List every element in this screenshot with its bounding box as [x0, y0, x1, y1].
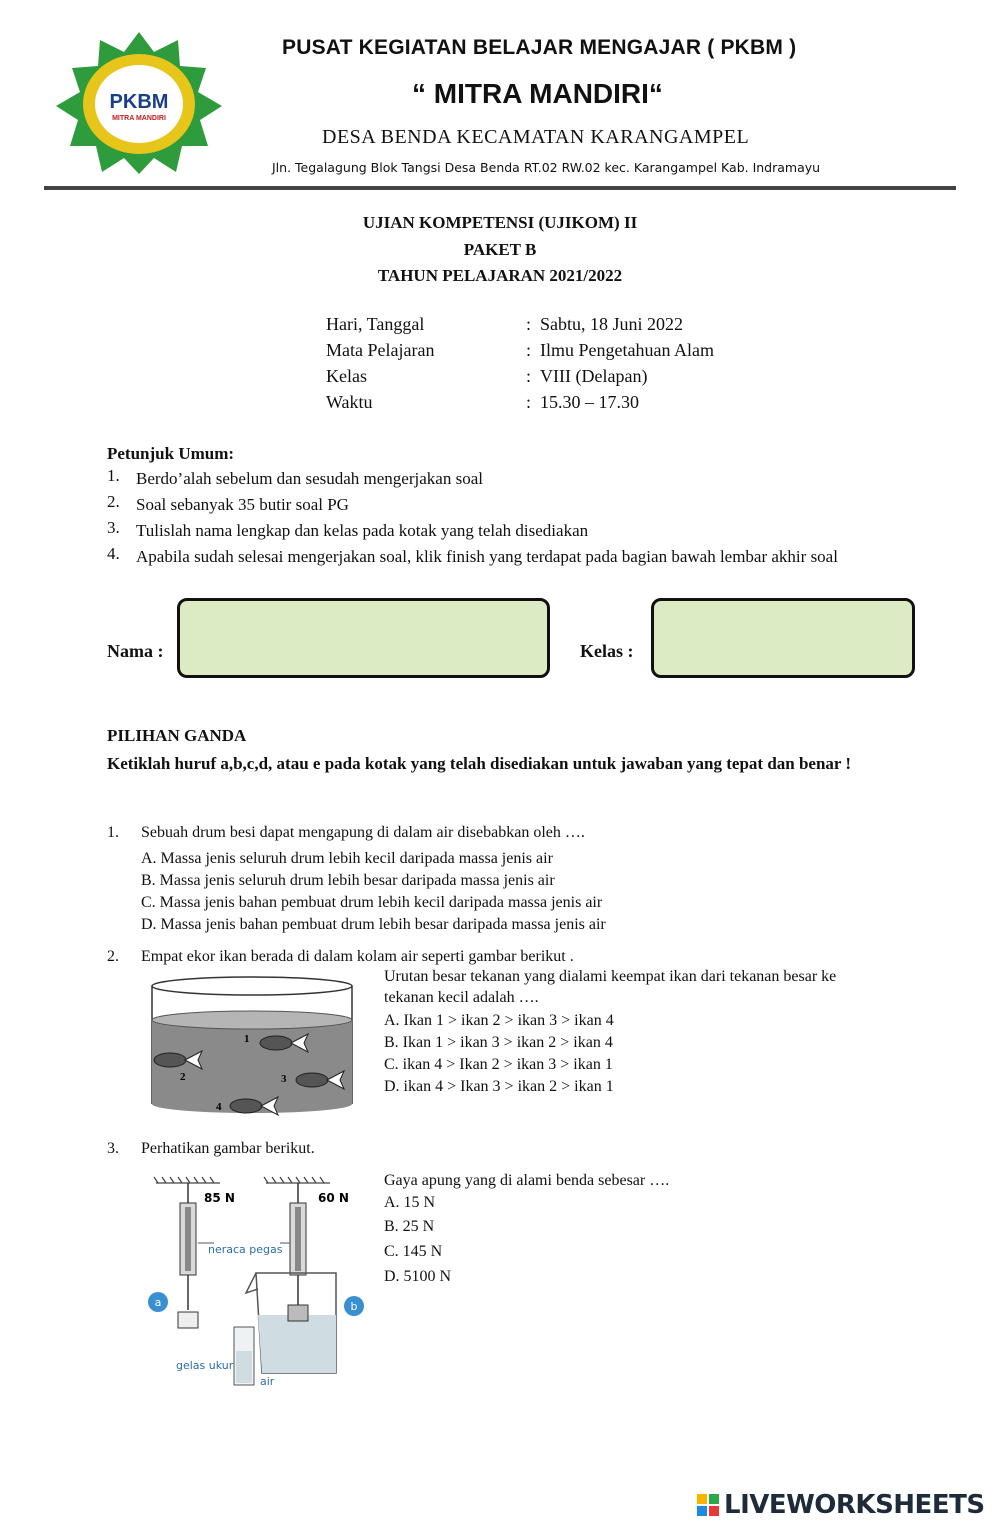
option-a: A. Massa jenis seluruh drum lebih kecil daripada massa jenis air — [141, 850, 553, 867]
instructions-heading: Petunjuk Umum: — [107, 444, 235, 463]
header-village: DESA BENDA KECAMATAN KARANGAMPEL — [322, 126, 750, 148]
info-label: Mata Pelajaran — [326, 340, 435, 360]
option-b: B. Massa jenis seluruh drum lebih besar daripada massa jenis air — [141, 872, 555, 889]
info-value: Ilmu Pengetahuan Alam — [540, 340, 714, 360]
option-b: B. Ikan 1 > ikan 3 > ikan 2 > ikan 4 — [384, 1034, 613, 1051]
info-separator: : — [526, 340, 532, 360]
option-a: A. Ikan 1 > ikan 2 > ikan 3 > ikan 4 — [384, 1012, 614, 1029]
question-text: Sebuah drum besi dapat mengapung di dalam air disebabkan oleh …. — [141, 824, 585, 841]
option-b: B. 25 N — [384, 1218, 435, 1235]
section-instruction: Ketiklah huruf a,b,c,d, atau e pada kotak yang telah disediakan untuk jawaban yang tepat dan benar ! — [107, 754, 852, 773]
kelas-label: Kelas : — [580, 641, 634, 661]
spring-scale-figure — [140, 1175, 370, 1390]
header-address: Jln. Tegalagung Blok Tangsi Desa Benda RT.02 RW.02 kec. Karangampel Kab. Indramayu — [272, 160, 821, 175]
liveworksheets-icon — [697, 1490, 721, 1522]
question-prompt: tekanan kecil adalah …. — [384, 989, 539, 1006]
question-prompt: Gaya apung yang di alami benda sebesar …. — [384, 1172, 670, 1189]
info-label: Hari, Tanggal — [326, 314, 425, 334]
gelas-ukur-label: gelas ukur — [176, 1359, 234, 1372]
question-number: 2. — [107, 948, 119, 965]
info-label: Waktu — [326, 392, 373, 412]
info-value: VIII (Delapan) — [540, 366, 648, 386]
instruction-number: 2. — [107, 492, 120, 511]
instruction-text: Soal sebanyak 35 butir soal PG — [136, 495, 349, 514]
svg-text:MITRA MANDIRI: MITRA MANDIRI — [112, 115, 166, 122]
nama-label: Nama : — [107, 641, 164, 661]
instruction-text: Tulislah nama lengkap dan kelas pada kotak yang telah disediakan — [136, 521, 589, 540]
info-separator: : — [526, 392, 532, 412]
option-c: C. ikan 4 > Ikan 2 > ikan 3 > ikan 1 — [384, 1056, 613, 1073]
air-label: air — [260, 1375, 275, 1388]
question-number: 3. — [107, 1140, 119, 1157]
neraca-label: neraca pegas — [208, 1243, 283, 1256]
nama-input[interactable] — [177, 598, 550, 678]
option-d: D. ikan 4 > Ikan 3 > ikan 2 > ikan 1 — [384, 1078, 614, 1095]
scale-a-reading: 85 N — [204, 1191, 235, 1205]
info-separator: : — [526, 366, 532, 386]
fish-label: 1 — [244, 1033, 250, 1045]
exam-title-line1: UJIAN KOMPETENSI (UJIKOM) II — [362, 213, 638, 232]
liveworksheets-brand: LIVEWORKSHEETS — [724, 1490, 985, 1520]
pkbm-logo — [52, 28, 226, 176]
section-title: PILIHAN GANDA — [107, 726, 247, 745]
question-prompt: Urutan besar tekanan yang dialami keempat ikan dari tekanan besar ke — [384, 968, 837, 985]
question-text: Perhatikan gambar berikut. — [141, 1140, 315, 1157]
question-text: Empat ekor ikan berada di dalam kolam air seperti gambar berikut . — [141, 948, 574, 965]
label-a: a — [154, 1296, 162, 1309]
instruction-number: 4. — [107, 544, 120, 563]
fish-label: 3 — [281, 1073, 287, 1085]
header-title: PUSAT KEGIATAN BELAJAR MENGAJAR ( PKBM ) — [282, 36, 797, 59]
question-number: 1. — [107, 824, 119, 841]
info-label: Kelas — [326, 366, 367, 386]
instruction-text: Apabila sudah selesai mengerjakan soal, klik finish yang terdapat pada bagian bawah lembar akhir soal — [136, 547, 838, 566]
option-c: C. 145 N — [384, 1243, 443, 1260]
header-divider — [44, 186, 956, 190]
scale-b-reading: 60 N — [318, 1191, 349, 1205]
header-institution-name: “ MITRA MANDIRI“ — [412, 78, 663, 109]
instruction-number: 3. — [107, 518, 120, 537]
info-separator: : — [526, 314, 532, 334]
fish-label: 4 — [216, 1101, 222, 1113]
exam-title-line2: PAKET B — [463, 240, 537, 259]
option-d: D. Massa jenis bahan pembuat drum lebih besar daripada massa jenis air — [141, 916, 606, 933]
info-value: 15.30 – 17.30 — [540, 392, 639, 412]
option-d: D. 5100 N — [384, 1268, 452, 1285]
exam-title-line3: TAHUN PELAJARAN 2021/2022 — [377, 266, 623, 285]
instruction-text: Berdo’alah sebelum dan sesudah mengerjakan soal — [136, 469, 483, 488]
label-b: b — [350, 1300, 358, 1313]
option-c: C. Massa jenis bahan pembuat drum lebih kecil daripada massa jenis air — [141, 894, 603, 911]
option-a: A. 15 N — [384, 1194, 436, 1211]
fish-tank-figure — [148, 972, 358, 1120]
fish-label: 2 — [180, 1071, 186, 1083]
svg-text:PKBM: PKBM — [109, 91, 169, 113]
kelas-input[interactable] — [651, 598, 915, 678]
info-value: Sabtu, 18 Juni 2022 — [540, 314, 684, 334]
instruction-number: 1. — [107, 466, 120, 485]
